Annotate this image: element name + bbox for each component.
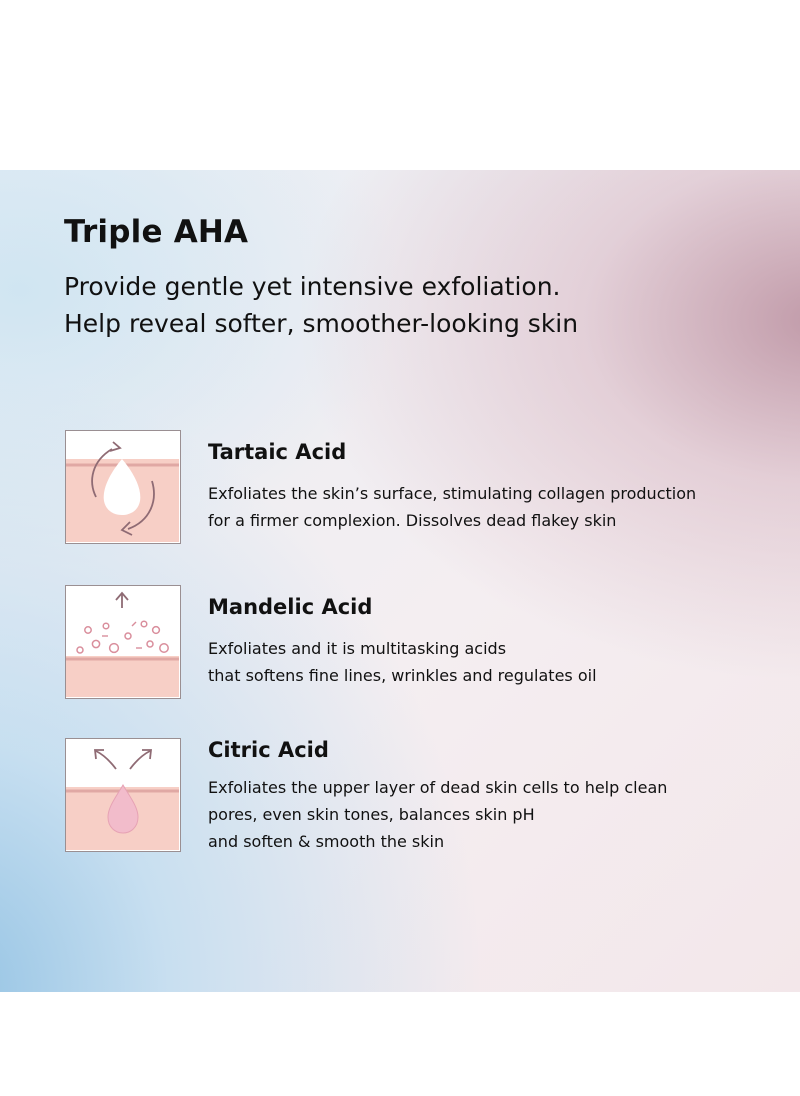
skin-exfoliation-cycle-icon <box>65 430 181 544</box>
ingredient-title: Citric Acid <box>208 738 329 762</box>
description-line: for a firmer complexion. Dissolves dead flakey skin <box>208 511 617 530</box>
ingredient-description <box>208 480 696 534</box>
page-subtitle <box>64 268 578 342</box>
feature-panel <box>0 170 800 992</box>
description-line: that softens fine lines, wrinkles and regulates oil <box>208 666 597 685</box>
subtitle-line-1: Provide gentle yet intensive exfoliation. <box>64 272 561 301</box>
ingredient-tartaic-acid <box>65 430 795 550</box>
ingredient-title: Tartaic Acid <box>208 440 347 464</box>
description-line: pores, even skin tones, balances skin pH <box>208 805 535 824</box>
description-line: Exfoliates the skin’s surface, stimulating collagen production <box>208 484 697 503</box>
ingredient-description <box>208 635 597 689</box>
ingredient-title: Mandelic Acid <box>208 595 373 619</box>
page-title: Triple AHA <box>64 214 249 250</box>
ingredient-citric-acid <box>65 738 795 858</box>
description-line: Exfoliates and it is multitasking acids <box>208 639 507 658</box>
subtitle-line-2: Help reveal softer, smoother-looking skin <box>64 309 579 338</box>
skin-particles-lift-icon <box>65 585 181 699</box>
skin-pore-drop-icon <box>65 738 181 852</box>
description-line: and soften & smooth the skin <box>208 832 445 851</box>
ingredient-mandelic-acid <box>65 585 795 705</box>
description-line: Exfoliates the upper layer of dead skin cells to help clean <box>208 778 668 797</box>
ingredient-description <box>208 774 667 855</box>
